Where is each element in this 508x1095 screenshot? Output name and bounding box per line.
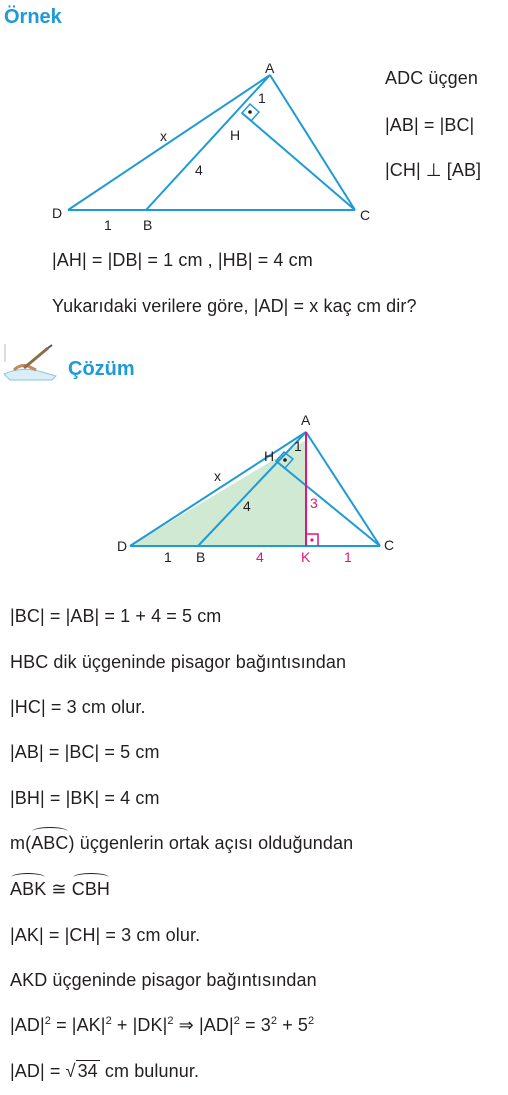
- sol-label-c: C: [384, 537, 395, 553]
- sol-label-b: B: [196, 549, 206, 565]
- pencil-writing-icon: [2, 340, 62, 382]
- angle-cbh: CBH: [71, 879, 111, 899]
- exp: 2: [308, 1015, 315, 1027]
- given-3: |CH| ⊥ [AB]: [385, 160, 482, 180]
- sol-label-h: H: [264, 448, 275, 464]
- label-b: B: [143, 217, 153, 233]
- sol-label-1-kc: 1: [344, 549, 352, 565]
- pyth-ad: |AD|: [10, 1015, 45, 1035]
- sqrt-symbol: √: [65, 1061, 76, 1081]
- sqrt-radicand: 34: [77, 1061, 98, 1081]
- label-1-ah: 1: [258, 90, 266, 106]
- label-a: A: [265, 60, 275, 76]
- example-question: Yukarıdaki verilere göre, |AD| = x kaç cm dir?: [52, 296, 417, 316]
- sol-label-4-hb: 4: [243, 498, 251, 514]
- sol-label-3-ak: 3: [310, 495, 318, 511]
- solution-line-8: |AK| = |CH| = 3 cm olur.: [10, 925, 201, 945]
- given-2: |AB| = |BC|: [385, 115, 475, 135]
- solution-line-3: |HC| = 3 cm olur.: [10, 697, 146, 717]
- label-d: D: [52, 205, 63, 221]
- result-suffix: cm bulunur.: [99, 1061, 200, 1081]
- pyth-ak: = |AK|: [50, 1015, 106, 1035]
- implies-arrow: ⇒: [173, 1015, 199, 1035]
- angle-m-prefix: m(: [10, 833, 32, 853]
- example-heading: Örnek: [4, 6, 62, 28]
- sol-label-1-db: 1: [164, 549, 172, 565]
- angle-abc: ABC: [31, 833, 69, 853]
- sol-label-a: A: [301, 412, 311, 428]
- example-data-line: |AH| = |DB| = 1 cm , |HB| = 4 cm: [52, 250, 313, 270]
- label-1-db: 1: [104, 217, 112, 233]
- label-h: H: [230, 127, 241, 143]
- solution-line-2: HBC dik üçgeninde pisagor bağıntısından: [10, 652, 347, 672]
- exp: 2: [44, 1015, 51, 1027]
- pyth-dk: + |DK|: [111, 1015, 168, 1035]
- sol-label-x: x: [214, 468, 221, 484]
- exp: 2: [233, 1015, 240, 1027]
- congruent-symbol: ≅: [46, 879, 72, 899]
- label-c: C: [360, 207, 371, 223]
- angle-abk: ABK: [10, 879, 47, 899]
- pyth-3: = 3: [239, 1015, 271, 1035]
- solution-line-7: [10, 879, 110, 900]
- label-x: x: [160, 128, 167, 144]
- solution-line-6: [10, 833, 353, 854]
- solution-line-11: [10, 1061, 199, 1082]
- sol-label-4-bk: 4: [256, 549, 264, 565]
- solution-heading: Çözüm: [68, 358, 135, 380]
- pyth-ad-2: |AD|: [198, 1015, 234, 1035]
- exp: 2: [105, 1015, 112, 1027]
- solution-line-10: [10, 1015, 314, 1036]
- angle-common-text: ) üçgenlerin ortak açısı olduğundan: [68, 833, 354, 853]
- pyth-5: + 5: [277, 1015, 309, 1035]
- exp: 2: [270, 1015, 278, 1027]
- exp: 2: [167, 1015, 174, 1027]
- solution-line-5: |BH| = |BK| = 4 cm: [10, 788, 160, 808]
- given-1: ADC üçgen: [385, 68, 478, 88]
- solution-line-1: |BC| = |AB| = 1 + 4 = 5 cm: [10, 606, 222, 626]
- sol-label-d: D: [117, 538, 128, 554]
- solution-figure: [0, 405, 508, 585]
- sol-label-k: K: [301, 549, 311, 565]
- sol-label-1-ah: 1: [294, 438, 302, 454]
- label-4-hb: 4: [195, 162, 203, 178]
- result-ad: |AD| =: [10, 1061, 66, 1081]
- solution-line-9: AKD üçgeninde pisagor bağıntısından: [10, 970, 317, 990]
- solution-line-4: |AB| = |BC| = 5 cm: [10, 742, 160, 762]
